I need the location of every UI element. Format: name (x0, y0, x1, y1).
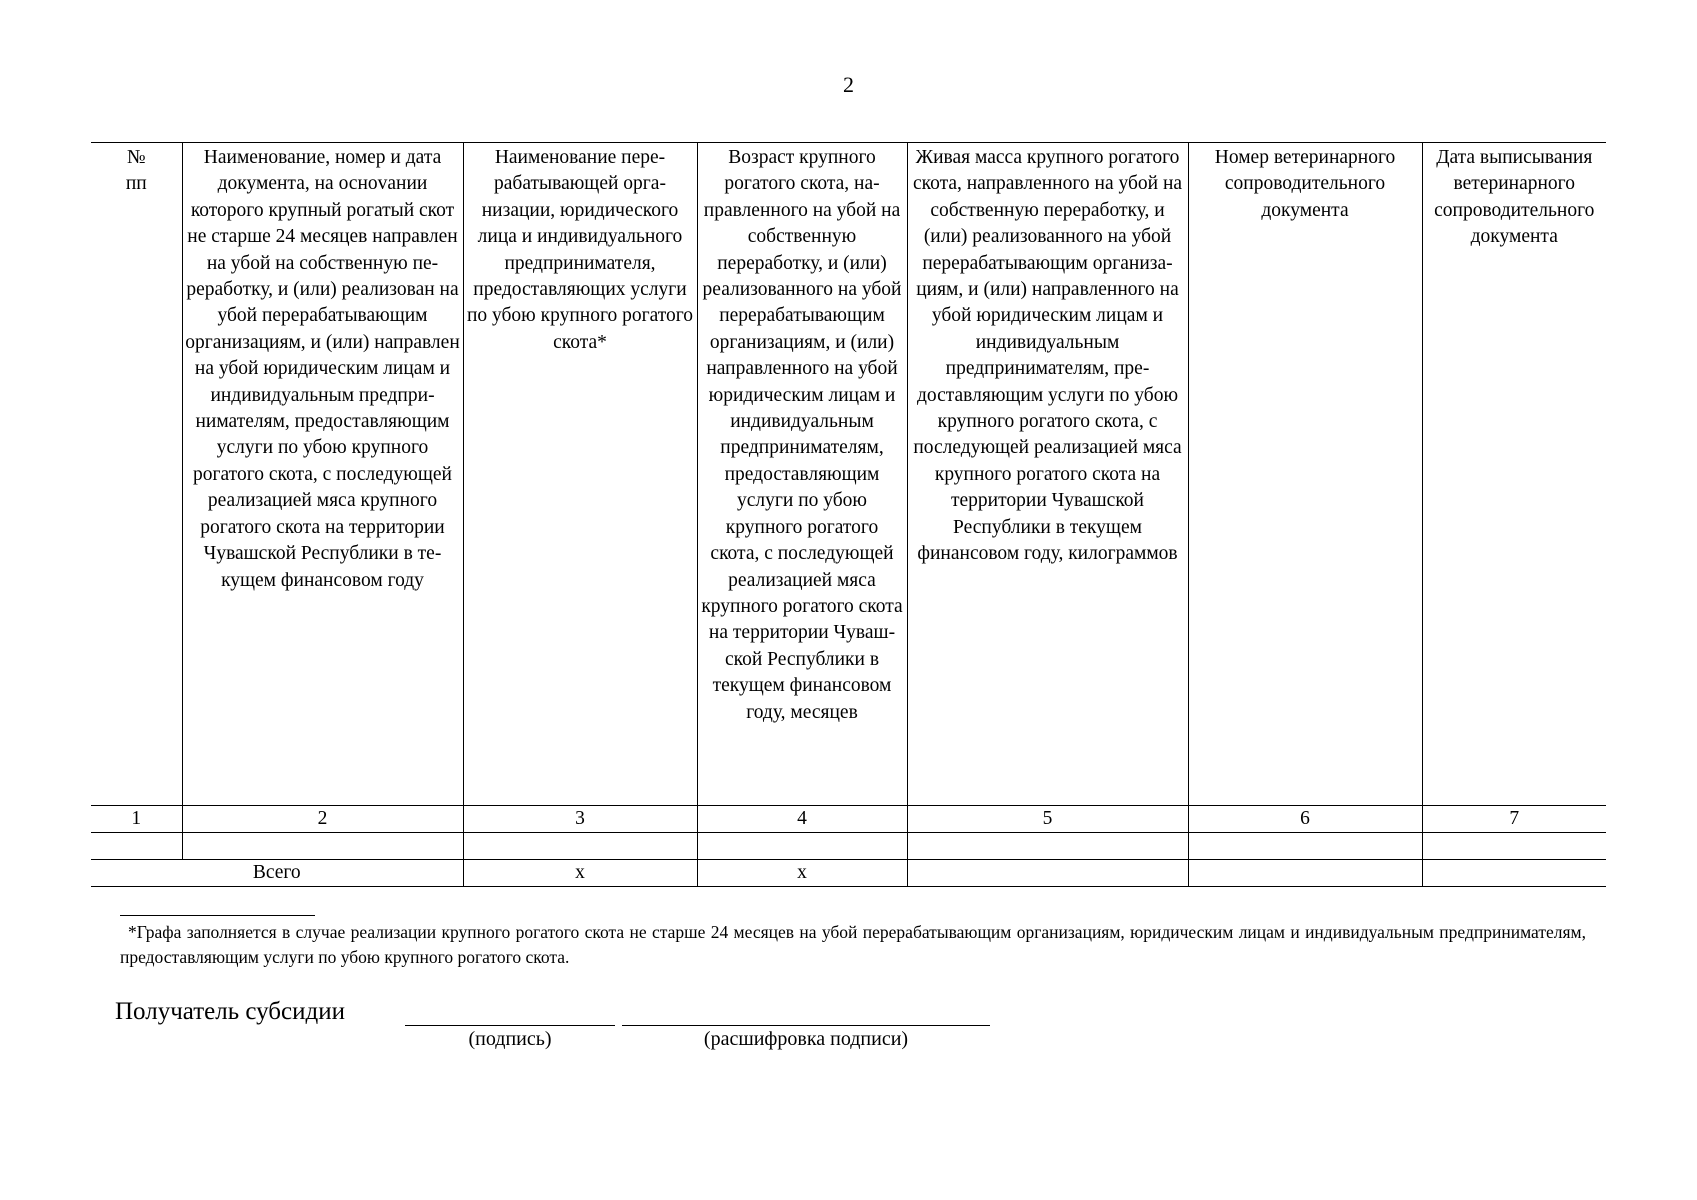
column-number: 5 (907, 806, 1188, 833)
signature-decoding-caption: (расшифровка подписи) (703, 1028, 909, 1050)
table-row (91, 833, 1606, 860)
recipient-label: Получатель субсидии (115, 998, 345, 1025)
header-age: Возраст крупного рогатого скота, направленного на убой на собственную переработку, и (или) реализованного на убой перерабатывающим организациям, и (или) направленного на убой юридическим лицам и индивидуальным предпринимателям, предоставляющим услуги по убою крупного рогатого скота, с последующей реализацией мяса крупного рогатого скота на территории Чувашской Республики в текущем финансовом году, месяцев (697, 143, 907, 806)
empty-cell (697, 833, 907, 860)
empty-cell (1422, 833, 1606, 860)
header-vet-doc-number: Номер ветеринарного сопроводительного документа (1188, 143, 1422, 806)
column-number: 7 (1422, 806, 1606, 833)
report-table (91, 142, 1606, 887)
page-number: 2 (843, 72, 854, 97)
signature-decoding-line (622, 1025, 990, 1026)
empty-cell (91, 833, 182, 860)
table-header-row (91, 143, 1606, 806)
empty-cell (182, 833, 463, 860)
column-number: 6 (1188, 806, 1422, 833)
total-col5 (907, 860, 1188, 887)
footnote: *Графа заполняется в случае реализации крупного рогатого скота не старше 24 месяцев на убой перерабатывающим организациям, юридическим лицам и индивидуальным предпринимателям, предоставляющим услуги по убою крупного рогатого скота. (120, 922, 1586, 967)
footnote-rule (120, 915, 315, 916)
signature-caption: (подпись) (468, 1028, 552, 1050)
total-label: Всего (91, 860, 463, 887)
empty-cell (907, 833, 1188, 860)
empty-cell (463, 833, 697, 860)
column-number: 2 (182, 806, 463, 833)
total-col6 (1188, 860, 1422, 887)
header-document: Наименование, номер и дата документа, на осноvании которого крупный рогатый скот не старше 24 месяцев направлен на убой на собственную переработку, и (или) реализован на убой перерабатывающим организациям, и (или) направлен на убой юридическим лицам и индивидуальным предпринимателям, предоставляющим услуги по убою крупного рогатого скота, с последующей реализацией мяса крупного рогатого скота на территории Чувашской Республики в текущем финансовом году (182, 143, 463, 806)
header-live-weight: Живая масса крупного рогатого скота, направленного на убой на собственную переработку, и (или) реализованного на убой перерабатывающим организациям, и (или) направленного на убой юридическим лицам и индивидуальным предпринимателям, предоставляющим услуги по убою крупного рогатого скота, с последующей реализацией мяса крупного рогатого скота на территории Чувашской Республики в текущем финансовом году, килограммов (907, 143, 1188, 806)
total-col3: х (463, 860, 697, 887)
signature-line (405, 1025, 615, 1026)
header-number: № пп (91, 143, 182, 806)
total-col7 (1422, 860, 1606, 887)
column-number: 3 (463, 806, 697, 833)
total-col4: х (697, 860, 907, 887)
total-row (91, 860, 1606, 887)
column-number-row (91, 806, 1606, 833)
header-vet-doc-date: Дата выписывания ветеринарного сопроводительного документа (1422, 143, 1606, 806)
header-organization: Наименование перерабатывающей организации, юридического лица и индивидуального предпринимателя, предоставляющих услуги по убою крупного рогатого скота* (463, 143, 697, 806)
column-number: 1 (91, 806, 182, 833)
column-number: 4 (697, 806, 907, 833)
empty-cell (1188, 833, 1422, 860)
